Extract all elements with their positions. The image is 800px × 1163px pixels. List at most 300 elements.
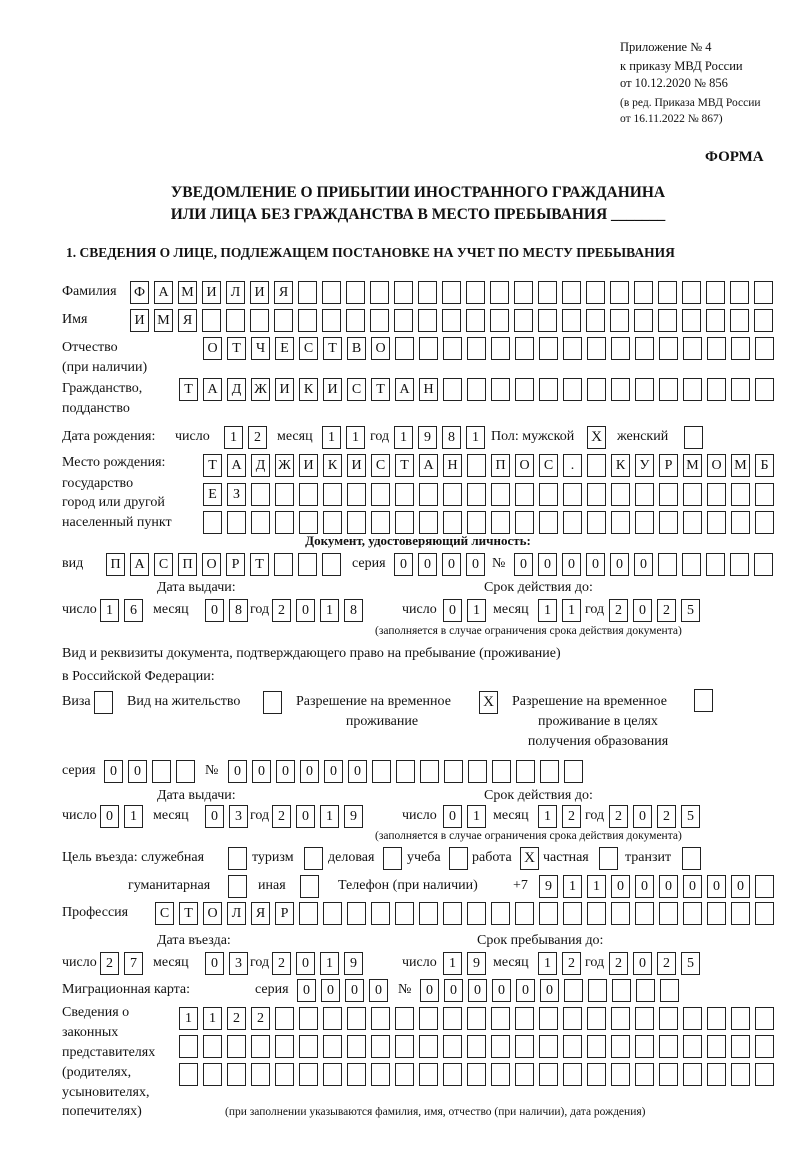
birthplace-field-row-3[interactable] — [203, 511, 774, 534]
purpose-humanitarian-checkbox[interactable] — [228, 875, 247, 898]
stay-doc-valid-year-field[interactable] — [609, 805, 700, 828]
char-cell[interactable] — [251, 511, 270, 534]
char-cell[interactable]: 1 — [394, 426, 413, 449]
char-cell[interactable]: 1 — [100, 599, 119, 622]
char-cell[interactable]: Т — [179, 378, 198, 401]
char-cell[interactable] — [490, 281, 509, 304]
char-cell[interactable] — [347, 511, 366, 534]
char-cell[interactable] — [731, 1007, 750, 1030]
char-cell[interactable] — [611, 1063, 630, 1086]
char-cell[interactable] — [443, 337, 462, 360]
patronymic-field[interactable] — [203, 337, 774, 360]
char-cell[interactable]: К — [299, 378, 318, 401]
char-cell[interactable] — [419, 1063, 438, 1086]
char-cell[interactable] — [371, 483, 390, 506]
char-cell[interactable]: И — [323, 378, 342, 401]
char-cell[interactable]: 2 — [609, 952, 628, 975]
char-cell[interactable] — [419, 337, 438, 360]
char-cell[interactable] — [467, 337, 486, 360]
char-cell[interactable] — [395, 511, 414, 534]
char-cell[interactable]: 9 — [418, 426, 437, 449]
char-cell[interactable] — [298, 309, 317, 332]
char-cell[interactable]: 1 — [224, 426, 243, 449]
char-cell[interactable] — [491, 1063, 510, 1086]
char-cell[interactable] — [274, 309, 293, 332]
char-cell[interactable] — [347, 1007, 366, 1030]
purpose-tourism-checkbox[interactable] — [304, 847, 323, 870]
char-cell[interactable]: 1 — [124, 805, 143, 828]
residence-permit-checkbox[interactable] — [263, 691, 282, 714]
char-cell[interactable]: 8 — [442, 426, 461, 449]
char-cell[interactable] — [707, 1007, 726, 1030]
stay-doc-valid-day-field[interactable] — [443, 805, 486, 828]
char-cell[interactable] — [539, 378, 558, 401]
char-cell[interactable]: 0 — [633, 805, 652, 828]
char-cell[interactable] — [659, 337, 678, 360]
char-cell[interactable] — [683, 1063, 702, 1086]
char-cell[interactable]: 2 — [562, 952, 581, 975]
char-cell[interactable] — [563, 483, 582, 506]
char-cell[interactable] — [347, 1063, 366, 1086]
char-cell[interactable] — [443, 378, 462, 401]
char-cell[interactable] — [682, 309, 701, 332]
char-cell[interactable] — [755, 902, 774, 925]
char-cell[interactable]: 2 — [251, 1007, 270, 1030]
char-cell[interactable] — [731, 511, 750, 534]
char-cell[interactable] — [636, 979, 655, 1002]
char-cell[interactable]: 2 — [248, 426, 267, 449]
char-cell[interactable]: 9 — [539, 875, 558, 898]
char-cell[interactable] — [683, 1007, 702, 1030]
char-cell[interactable] — [563, 1007, 582, 1030]
char-cell[interactable] — [418, 309, 437, 332]
char-cell[interactable] — [203, 1063, 222, 1086]
char-cell[interactable]: 5 — [681, 952, 700, 975]
char-cell[interactable] — [299, 511, 318, 534]
char-cell[interactable] — [395, 1063, 414, 1086]
char-cell[interactable]: В — [347, 337, 366, 360]
char-cell[interactable]: Р — [659, 454, 678, 477]
entry-day-field[interactable] — [100, 952, 143, 975]
char-cell[interactable] — [491, 511, 510, 534]
char-cell[interactable] — [635, 902, 654, 925]
char-cell[interactable]: С — [155, 902, 174, 925]
char-cell[interactable] — [707, 511, 726, 534]
char-cell[interactable] — [754, 553, 773, 576]
char-cell[interactable] — [538, 309, 557, 332]
char-cell[interactable] — [176, 760, 195, 783]
char-cell[interactable]: 0 — [348, 760, 367, 783]
char-cell[interactable]: Т — [371, 378, 390, 401]
visa-checkbox[interactable] — [94, 691, 113, 714]
char-cell[interactable] — [466, 309, 485, 332]
char-cell[interactable] — [491, 902, 510, 925]
char-cell[interactable] — [346, 281, 365, 304]
char-cell[interactable]: 5 — [681, 599, 700, 622]
char-cell[interactable]: Т — [395, 454, 414, 477]
char-cell[interactable] — [563, 511, 582, 534]
char-cell[interactable] — [419, 902, 438, 925]
char-cell[interactable] — [731, 1035, 750, 1058]
char-cell[interactable] — [442, 309, 461, 332]
char-cell[interactable] — [683, 483, 702, 506]
char-cell[interactable]: 0 — [538, 553, 557, 576]
char-cell[interactable] — [515, 511, 534, 534]
char-cell[interactable]: 0 — [707, 875, 726, 898]
char-cell[interactable]: 0 — [394, 553, 413, 576]
char-cell[interactable]: 0 — [659, 875, 678, 898]
birth-month-field[interactable] — [322, 426, 365, 449]
char-cell[interactable] — [275, 1063, 294, 1086]
char-cell[interactable] — [635, 1035, 654, 1058]
char-cell[interactable] — [203, 511, 222, 534]
char-cell[interactable] — [563, 902, 582, 925]
char-cell[interactable] — [755, 875, 774, 898]
char-cell[interactable] — [467, 511, 486, 534]
stay-day-field[interactable] — [443, 952, 486, 975]
char-cell[interactable] — [707, 337, 726, 360]
char-cell[interactable]: 1 — [346, 426, 365, 449]
char-cell[interactable] — [539, 1007, 558, 1030]
char-cell[interactable] — [683, 378, 702, 401]
char-cell[interactable] — [467, 454, 486, 477]
id-doc-valid-month-field[interactable] — [538, 599, 581, 622]
char-cell[interactable] — [587, 1035, 606, 1058]
char-cell[interactable]: У — [635, 454, 654, 477]
purpose-study-checkbox[interactable] — [449, 847, 468, 870]
char-cell[interactable]: Н — [443, 454, 462, 477]
char-cell[interactable]: И — [275, 378, 294, 401]
char-cell[interactable]: 0 — [100, 805, 119, 828]
char-cell[interactable] — [443, 1007, 462, 1030]
id-doc-series-field[interactable] — [394, 553, 485, 576]
char-cell[interactable]: 0 — [297, 979, 316, 1002]
representatives-field-row-2[interactable] — [179, 1035, 774, 1058]
char-cell[interactable] — [370, 309, 389, 332]
char-cell[interactable]: М — [731, 454, 750, 477]
char-cell[interactable] — [492, 760, 511, 783]
char-cell[interactable] — [540, 760, 559, 783]
char-cell[interactable] — [659, 1007, 678, 1030]
char-cell[interactable]: 0 — [369, 979, 388, 1002]
char-cell[interactable] — [658, 553, 677, 576]
char-cell[interactable] — [730, 553, 749, 576]
id-doc-valid-year-field[interactable] — [609, 599, 700, 622]
char-cell[interactable] — [323, 511, 342, 534]
char-cell[interactable]: К — [323, 454, 342, 477]
char-cell[interactable] — [635, 378, 654, 401]
stay-doc-issue-year-field[interactable] — [272, 805, 363, 828]
char-cell[interactable]: 0 — [205, 599, 224, 622]
citizenship-field[interactable] — [179, 378, 774, 401]
char-cell[interactable] — [611, 378, 630, 401]
char-cell[interactable]: 0 — [128, 760, 147, 783]
char-cell[interactable] — [395, 337, 414, 360]
char-cell[interactable] — [707, 378, 726, 401]
char-cell[interactable] — [635, 483, 654, 506]
char-cell[interactable] — [467, 378, 486, 401]
char-cell[interactable]: 0 — [586, 553, 605, 576]
char-cell[interactable] — [443, 1063, 462, 1086]
birth-day-field[interactable] — [224, 426, 267, 449]
char-cell[interactable] — [371, 1035, 390, 1058]
char-cell[interactable] — [251, 1063, 270, 1086]
char-cell[interactable] — [539, 483, 558, 506]
char-cell[interactable] — [707, 902, 726, 925]
char-cell[interactable] — [179, 1063, 198, 1086]
id-doc-issue-year-field[interactable] — [272, 599, 363, 622]
birthplace-field-row-2[interactable] — [203, 483, 774, 506]
char-cell[interactable] — [611, 1035, 630, 1058]
char-cell[interactable] — [347, 902, 366, 925]
char-cell[interactable] — [611, 1007, 630, 1030]
char-cell[interactable]: Ж — [275, 454, 294, 477]
char-cell[interactable]: О — [371, 337, 390, 360]
char-cell[interactable]: 0 — [228, 760, 247, 783]
char-cell[interactable] — [683, 511, 702, 534]
char-cell[interactable]: 8 — [229, 599, 248, 622]
char-cell[interactable] — [731, 902, 750, 925]
char-cell[interactable] — [395, 1035, 414, 1058]
char-cell[interactable] — [658, 309, 677, 332]
char-cell[interactable] — [443, 511, 462, 534]
char-cell[interactable] — [490, 309, 509, 332]
char-cell[interactable] — [586, 309, 605, 332]
char-cell[interactable] — [395, 902, 414, 925]
char-cell[interactable]: 0 — [634, 553, 653, 576]
char-cell[interactable]: 0 — [300, 760, 319, 783]
char-cell[interactable] — [227, 1063, 246, 1086]
char-cell[interactable] — [539, 1063, 558, 1086]
char-cell[interactable] — [683, 902, 702, 925]
char-cell[interactable]: А — [154, 281, 173, 304]
profession-field[interactable] — [155, 902, 774, 925]
entry-month-field[interactable] — [205, 952, 248, 975]
char-cell[interactable]: 0 — [610, 553, 629, 576]
char-cell[interactable]: 2 — [100, 952, 119, 975]
char-cell[interactable] — [539, 337, 558, 360]
char-cell[interactable]: 0 — [296, 599, 315, 622]
char-cell[interactable]: 0 — [492, 979, 511, 1002]
char-cell[interactable] — [443, 1035, 462, 1058]
char-cell[interactable]: Т — [227, 337, 246, 360]
char-cell[interactable]: Я — [274, 281, 293, 304]
char-cell[interactable] — [203, 1035, 222, 1058]
char-cell[interactable] — [707, 1035, 726, 1058]
char-cell[interactable]: 6 — [124, 599, 143, 622]
char-cell[interactable]: Т — [323, 337, 342, 360]
char-cell[interactable] — [659, 1063, 678, 1086]
char-cell[interactable]: Н — [419, 378, 438, 401]
char-cell[interactable] — [515, 483, 534, 506]
char-cell[interactable] — [275, 483, 294, 506]
char-cell[interactable] — [706, 309, 725, 332]
char-cell[interactable]: 1 — [467, 599, 486, 622]
id-doc-issue-day-field[interactable] — [100, 599, 143, 622]
char-cell[interactable]: Б — [755, 454, 774, 477]
char-cell[interactable]: 9 — [344, 805, 363, 828]
char-cell[interactable]: 2 — [272, 599, 291, 622]
char-cell[interactable]: 1 — [538, 952, 557, 975]
char-cell[interactable] — [564, 760, 583, 783]
char-cell[interactable]: 0 — [633, 599, 652, 622]
char-cell[interactable] — [587, 337, 606, 360]
char-cell[interactable] — [250, 309, 269, 332]
char-cell[interactable] — [516, 760, 535, 783]
char-cell[interactable] — [251, 1035, 270, 1058]
char-cell[interactable] — [323, 1063, 342, 1086]
representatives-field-row-3[interactable] — [179, 1063, 774, 1086]
char-cell[interactable] — [660, 979, 679, 1002]
char-cell[interactable]: Я — [178, 309, 197, 332]
char-cell[interactable] — [179, 1035, 198, 1058]
char-cell[interactable] — [227, 511, 246, 534]
char-cell[interactable]: 0 — [468, 979, 487, 1002]
char-cell[interactable] — [659, 902, 678, 925]
char-cell[interactable]: П — [178, 553, 197, 576]
char-cell[interactable] — [514, 309, 533, 332]
char-cell[interactable] — [563, 1063, 582, 1086]
char-cell[interactable]: С — [539, 454, 558, 477]
char-cell[interactable] — [491, 483, 510, 506]
char-cell[interactable]: 0 — [516, 979, 535, 1002]
char-cell[interactable]: О — [203, 337, 222, 360]
char-cell[interactable] — [346, 309, 365, 332]
char-cell[interactable]: Р — [226, 553, 245, 576]
char-cell[interactable]: 8 — [344, 599, 363, 622]
char-cell[interactable] — [611, 337, 630, 360]
purpose-other-checkbox[interactable] — [300, 875, 319, 898]
char-cell[interactable] — [419, 1035, 438, 1058]
char-cell[interactable] — [731, 1063, 750, 1086]
purpose-work-checkbox[interactable]: X — [520, 847, 539, 870]
char-cell[interactable]: 2 — [657, 952, 676, 975]
char-cell[interactable] — [730, 281, 749, 304]
char-cell[interactable]: 0 — [296, 805, 315, 828]
char-cell[interactable] — [323, 1007, 342, 1030]
stay-doc-number-field[interactable] — [228, 760, 583, 783]
char-cell[interactable] — [587, 1007, 606, 1030]
char-cell[interactable] — [322, 553, 341, 576]
char-cell[interactable]: О — [707, 454, 726, 477]
char-cell[interactable] — [419, 511, 438, 534]
char-cell[interactable]: Е — [203, 483, 222, 506]
migration-card-number-field[interactable] — [420, 979, 679, 1002]
char-cell[interactable]: 0 — [683, 875, 702, 898]
char-cell[interactable] — [394, 309, 413, 332]
char-cell[interactable] — [420, 760, 439, 783]
char-cell[interactable]: 0 — [731, 875, 750, 898]
char-cell[interactable] — [755, 1035, 774, 1058]
char-cell[interactable] — [754, 281, 773, 304]
entry-year-field[interactable] — [272, 952, 363, 975]
char-cell[interactable] — [731, 337, 750, 360]
char-cell[interactable]: 0 — [324, 760, 343, 783]
char-cell[interactable]: Ч — [251, 337, 270, 360]
char-cell[interactable]: 0 — [443, 805, 462, 828]
char-cell[interactable]: 1 — [466, 426, 485, 449]
char-cell[interactable] — [610, 309, 629, 332]
char-cell[interactable]: О — [203, 902, 222, 925]
char-cell[interactable] — [755, 511, 774, 534]
char-cell[interactable]: 3 — [229, 805, 248, 828]
char-cell[interactable] — [298, 553, 317, 576]
char-cell[interactable]: 2 — [562, 805, 581, 828]
char-cell[interactable]: Ж — [251, 378, 270, 401]
char-cell[interactable]: И — [299, 454, 318, 477]
char-cell[interactable] — [563, 1035, 582, 1058]
char-cell[interactable] — [467, 483, 486, 506]
char-cell[interactable] — [515, 337, 534, 360]
char-cell[interactable]: 0 — [205, 952, 224, 975]
char-cell[interactable]: 0 — [442, 553, 461, 576]
char-cell[interactable] — [274, 553, 293, 576]
char-cell[interactable]: 1 — [562, 599, 581, 622]
char-cell[interactable] — [443, 483, 462, 506]
char-cell[interactable]: М — [154, 309, 173, 332]
char-cell[interactable]: 1 — [320, 952, 339, 975]
char-cell[interactable] — [659, 1035, 678, 1058]
char-cell[interactable]: Р — [275, 902, 294, 925]
char-cell[interactable] — [299, 902, 318, 925]
char-cell[interactable]: 0 — [252, 760, 271, 783]
char-cell[interactable] — [587, 511, 606, 534]
char-cell[interactable] — [611, 902, 630, 925]
stay-doc-series-field[interactable] — [104, 760, 195, 783]
char-cell[interactable] — [418, 281, 437, 304]
char-cell[interactable]: 5 — [681, 805, 700, 828]
char-cell[interactable] — [491, 378, 510, 401]
stay-year-field[interactable] — [609, 952, 700, 975]
char-cell[interactable]: 2 — [227, 1007, 246, 1030]
id-doc-kind-field[interactable] — [106, 553, 341, 576]
char-cell[interactable] — [515, 1007, 534, 1030]
char-cell[interactable] — [634, 281, 653, 304]
char-cell[interactable] — [467, 1063, 486, 1086]
char-cell[interactable]: И — [347, 454, 366, 477]
char-cell[interactable] — [659, 511, 678, 534]
char-cell[interactable] — [539, 511, 558, 534]
char-cell[interactable]: 0 — [296, 952, 315, 975]
char-cell[interactable]: Т — [203, 454, 222, 477]
char-cell[interactable] — [299, 1063, 318, 1086]
char-cell[interactable]: А — [130, 553, 149, 576]
char-cell[interactable] — [226, 309, 245, 332]
temp-residence-checkbox[interactable]: X — [479, 691, 498, 714]
char-cell[interactable] — [587, 1063, 606, 1086]
char-cell[interactable] — [371, 1063, 390, 1086]
char-cell[interactable]: 1 — [320, 805, 339, 828]
char-cell[interactable]: Я — [251, 902, 270, 925]
char-cell[interactable] — [322, 309, 341, 332]
char-cell[interactable] — [323, 902, 342, 925]
char-cell[interactable] — [611, 511, 630, 534]
char-cell[interactable] — [755, 1007, 774, 1030]
char-cell[interactable] — [275, 1007, 294, 1030]
char-cell[interactable] — [755, 1063, 774, 1086]
char-cell[interactable] — [587, 454, 606, 477]
char-cell[interactable]: П — [106, 553, 125, 576]
char-cell[interactable] — [514, 281, 533, 304]
char-cell[interactable] — [515, 1035, 534, 1058]
char-cell[interactable]: 1 — [320, 599, 339, 622]
char-cell[interactable]: 0 — [611, 875, 630, 898]
char-cell[interactable]: 0 — [418, 553, 437, 576]
char-cell[interactable]: К — [611, 454, 630, 477]
char-cell[interactable] — [635, 511, 654, 534]
char-cell[interactable]: И — [130, 309, 149, 332]
char-cell[interactable]: М — [683, 454, 702, 477]
